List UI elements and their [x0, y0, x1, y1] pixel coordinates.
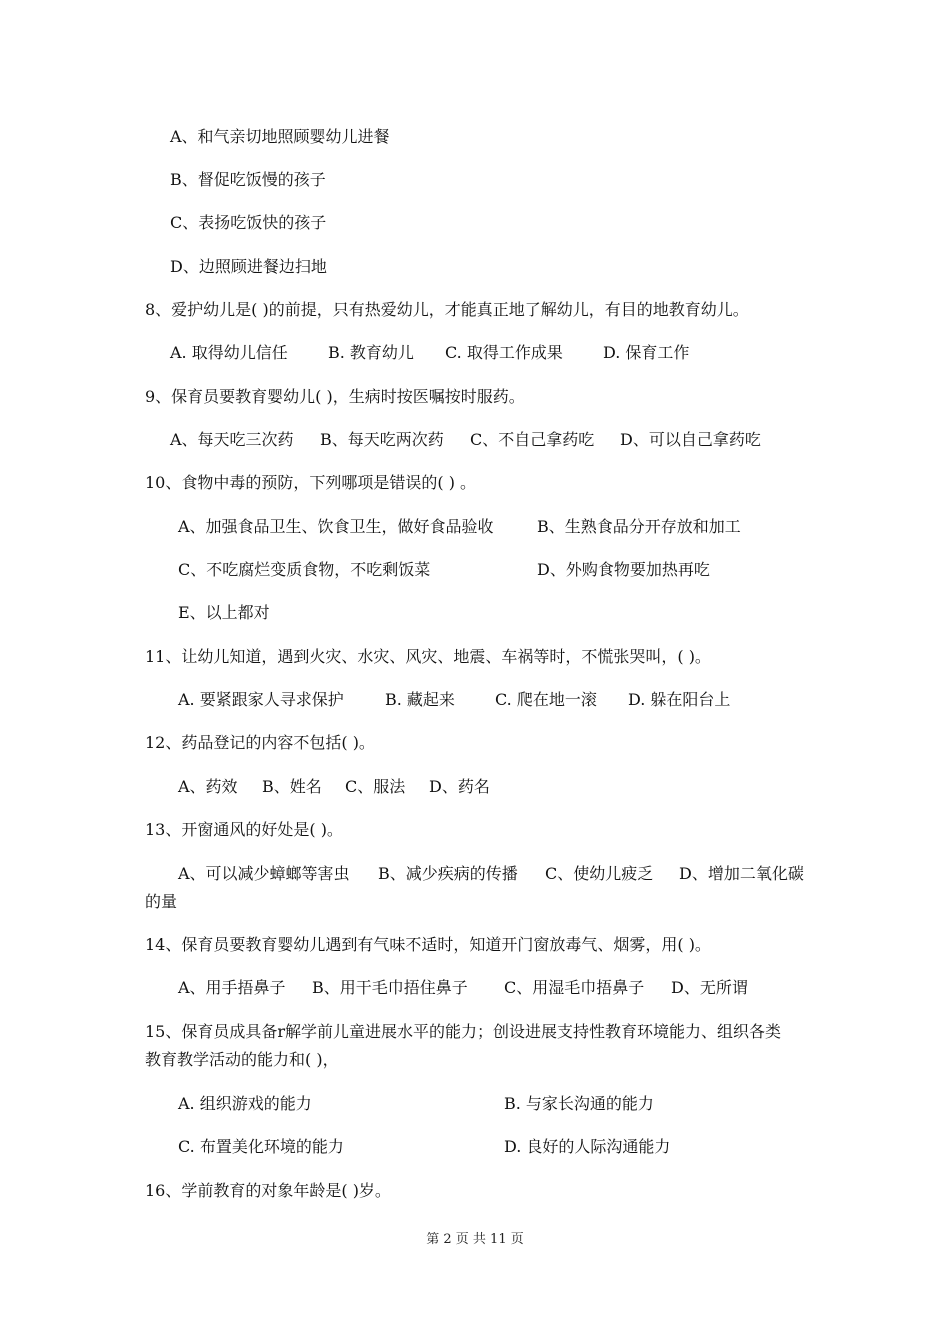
q15-stem-line2: 教育教学活动的能力和( )， — [145, 1050, 339, 1069]
q8-option-d: D. 保育工作 — [603, 343, 690, 362]
q12-option-b: B、姓名 — [262, 777, 322, 796]
q13-wrap-text: 的量 — [145, 892, 178, 911]
q9-option-b: B、每天吃两次药 — [320, 430, 444, 449]
q11-option-b: B. 藏起来 — [385, 690, 455, 709]
q10-option-b: B、生熟食品分开存放和加工 — [537, 517, 741, 536]
q14-option-a: A、用手捂鼻子 — [178, 978, 286, 997]
q10-option-e: E、以上都对 — [178, 603, 270, 622]
q8-option-a: A. 取得幼儿信任 — [170, 343, 288, 362]
q13-option-c: C、使幼儿疲乏 — [545, 864, 654, 883]
q9-option-a: A、每天吃三次药 — [170, 430, 294, 449]
q13-option-d: D、增加二氧化碳 — [679, 864, 804, 883]
q14-option-c: C、用湿毛巾捂鼻子 — [504, 978, 645, 997]
q10-option-d: D、外购食物要加热再吃 — [537, 560, 710, 579]
q12-option-a: A、药效 — [178, 777, 238, 796]
q15-option-d: D. 良好的人际沟通能力 — [504, 1137, 671, 1156]
q14-option-b: B、用干毛巾捂住鼻子 — [312, 978, 468, 997]
q10-option-a: A、加强食品卫生、饮食卫生，做好食品验收 — [178, 517, 494, 536]
q7-option-b: B、督促吃饭慢的孩子 — [170, 170, 326, 189]
q10-option-c: C、不吃腐烂变质食物，不吃剩饭菜 — [178, 560, 431, 579]
q14-stem: 14、保育员要教育婴幼儿遇到有气味不适时，知道开门窗放毒气、烟雾，用( )。 — [145, 935, 711, 954]
q7-option-c: C、表扬吃饭快的孩子 — [170, 213, 327, 232]
q11-stem: 11、让幼儿知道，遇到火灾、水灾、风灾、地震、车祸等时，不慌张哭叫，( )。 — [145, 647, 711, 666]
q14-option-d: D、无所谓 — [671, 978, 748, 997]
q9-stem: 9、保育员要教育婴幼儿( )，生病时按医嘱按时服药。 — [145, 387, 525, 406]
q11-option-d: D. 躲在阳台上 — [628, 690, 731, 709]
q15-option-c: C. 布置美化环境的能力 — [178, 1137, 344, 1156]
q12-stem: 12、药品登记的内容不包括( )。 — [145, 733, 375, 752]
q11-option-a: A. 要紧跟家人寻求保护 — [178, 690, 344, 709]
q15-option-a: A. 组织游戏的能力 — [178, 1094, 312, 1113]
page-number-footer: 第 2 页 共 11 页 — [426, 1232, 524, 1247]
q15-option-b: B. 与家长沟通的能力 — [504, 1094, 654, 1113]
q11-option-c: C. 爬在地一滚 — [495, 690, 597, 709]
q7-option-a: A、和气亲切地照顾婴幼儿进餐 — [170, 127, 390, 146]
q13-option-b: B、减少疾病的传播 — [378, 864, 518, 883]
q9-option-d: D、可以自己拿药吃 — [620, 430, 761, 449]
q8-stem: 8、爱护幼儿是( )的前提，只有热爱幼儿，才能真正地了解幼儿，有目的地教育幼儿。 — [145, 300, 749, 319]
q8-option-b: B. 教育幼儿 — [328, 343, 414, 362]
q9-option-c: C、不自己拿药吃 — [470, 430, 595, 449]
q13-option-a: A、可以减少蟑螂等害虫 — [178, 864, 350, 883]
q16-stem: 16、学前教育的对象年龄是( )岁。 — [145, 1181, 391, 1200]
q12-option-c: C、服法 — [345, 777, 406, 796]
q15-stem-line1: 15、保育员成具备r解学前儿童进展水平的能力；创设进展支持性教育环境能力、组织各类 — [145, 1022, 782, 1041]
q8-option-c: C. 取得工作成果 — [445, 343, 563, 362]
q12-option-d: D、药名 — [429, 777, 490, 796]
q7-option-d: D、边照顾进餐边扫地 — [170, 257, 327, 276]
q13-stem: 13、开窗通风的好处是( )。 — [145, 820, 343, 839]
q10-stem: 10、食物中毒的预防，下列哪项是错误的( ) 。 — [145, 473, 477, 492]
